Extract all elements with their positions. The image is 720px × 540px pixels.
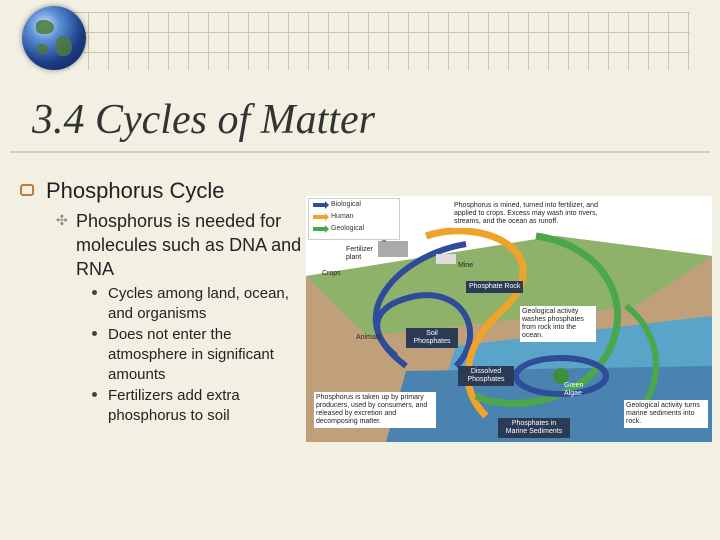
label-animals: Animals bbox=[356, 334, 381, 341]
figure-legend bbox=[308, 198, 400, 240]
label-green-algae: Green Algae bbox=[564, 382, 584, 397]
header-grid-decoration bbox=[68, 12, 690, 70]
bullet-icon: ✣ bbox=[56, 212, 68, 228]
title-divider bbox=[10, 151, 710, 153]
slide-title: 3.4 Cycles of Matter bbox=[32, 97, 375, 143]
callout-geo-turns: Geological activity turns marine sediments into rock. bbox=[624, 400, 708, 428]
box-phosphates-marine-sediments: Phosphates in Marine Sediments bbox=[498, 418, 570, 438]
label-fertilizer-plant: Fertilizer plant bbox=[346, 246, 373, 261]
callout-taken-up: Phosphorus is taken up by primary producers, used by consumers, and released by excretion and decomposing matter. bbox=[314, 392, 436, 428]
legend-geological: Geological bbox=[331, 225, 365, 232]
box-phosphate-rock: Phosphate Rock bbox=[466, 281, 523, 293]
box-dissolved-phosphates: Dissolved Phosphates bbox=[458, 366, 514, 386]
bullet-dot-icon bbox=[92, 290, 97, 295]
legend-human: Human bbox=[331, 213, 354, 220]
label-mine: Mine bbox=[458, 262, 474, 269]
callout-mined: Phosphorus is mined, turned into fertilizer, and applied to crops. Excess may wash into rivers, streams, and the ocean as runoff. bbox=[452, 200, 616, 228]
box-soil-phosphates: Soil Phosphates bbox=[406, 328, 458, 348]
callout-geo-washes: Geological activity washes phosphates from rock into the ocean. bbox=[520, 306, 596, 342]
bullet-icon bbox=[20, 184, 34, 196]
globe-icon bbox=[22, 6, 86, 70]
legend-biological: Biological bbox=[331, 201, 361, 208]
legend-arrows bbox=[311, 199, 331, 239]
label-crops: Crops bbox=[322, 270, 341, 277]
bullet-dot-icon bbox=[92, 331, 97, 336]
bullet-dot-icon bbox=[92, 392, 97, 397]
phosphorus-cycle-figure bbox=[306, 196, 712, 442]
